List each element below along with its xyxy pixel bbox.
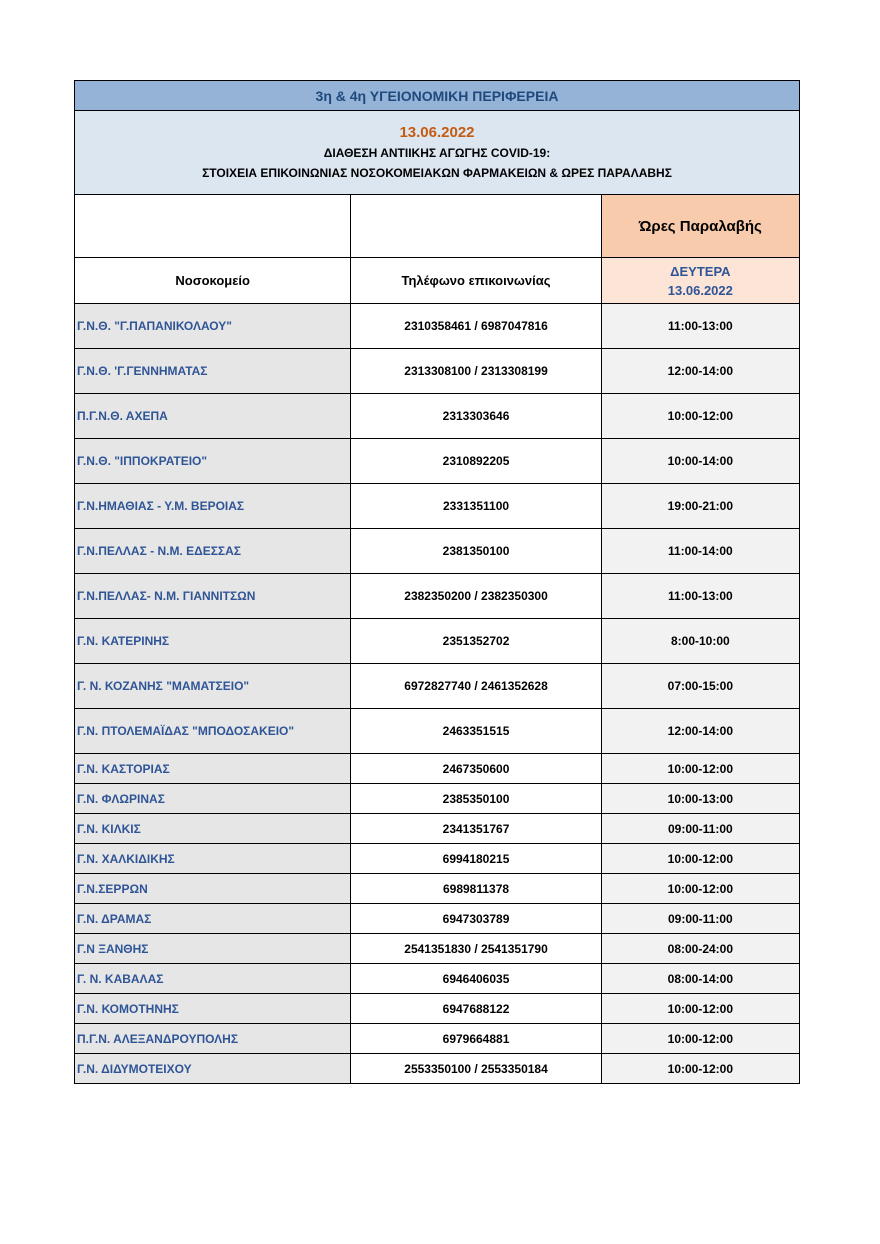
hours-cell: 08:00-24:00 (601, 934, 799, 964)
hospital-cell: Γ.Ν.ΣΕΡΡΩΝ (75, 874, 351, 904)
phone-cell: 2310358461 / 6987047816 (351, 304, 601, 349)
table-row (75, 874, 800, 904)
table-row (75, 754, 800, 784)
table-row (75, 484, 800, 529)
phone-cell: 2351352702 (351, 619, 601, 664)
report-subtitle-1: ΔΙΑΘΕΣΗ ΑΝΤΙΙΚΗΣ ΑΓΩΓΗΣ COVID-19: (323, 145, 551, 160)
table-row (75, 784, 800, 814)
table-row (75, 439, 800, 484)
day-date: 13.06.2022 (667, 282, 733, 298)
hours-cell: 10:00-12:00 (601, 844, 799, 874)
table-row (75, 529, 800, 574)
hospital-cell: Γ.Ν ΞΑΝΘΗΣ (75, 934, 351, 964)
hospital-cell: Γ.Ν. ΚΙΛΚΙΣ (75, 814, 351, 844)
hospital-cell: Γ. Ν. ΚΑΒΑΛΑΣ (75, 964, 351, 994)
table-row (75, 1024, 800, 1054)
hours-header: Ώρες Παραλαβής (601, 195, 799, 258)
table-row (75, 814, 800, 844)
hours-cell: 12:00-14:00 (601, 709, 799, 754)
table-row (75, 574, 800, 619)
table-row (75, 349, 800, 394)
region-title: 3η & 4η ΥΓΕΙΟΝΟΜΙΚΗ ΠΕΡΙΦΕΡΕΙΑ (75, 81, 800, 111)
phone-cell: 2313303646 (351, 394, 601, 439)
hospital-cell: Γ.Ν.Θ. "Γ.ΠΑΠΑΝΙΚΟΛΑΟΥ" (75, 304, 351, 349)
table-row (75, 994, 800, 1024)
blank-cell (75, 195, 351, 258)
hospital-cell: Γ.Ν. ΔΙΔΥΜΟΤΕΙΧΟΥ (75, 1054, 351, 1084)
phone-cell: 2467350600 (351, 754, 601, 784)
hours-cell: 10:00-12:00 (601, 754, 799, 784)
hospital-cell: Γ.Ν. ΠΤΟΛΕΜΑΪΔΑΣ "ΜΠΟΔΟΣΑΚΕΙΟ" (75, 709, 351, 754)
phone-cell: 2341351767 (351, 814, 601, 844)
info-block (75, 111, 800, 195)
column-header-phone: Τηλέφωνο επικοινωνίας (351, 258, 601, 304)
hospital-cell: Γ.Ν.ΠΕΛΛΑΣ - Ν.Μ. ΕΔΕΣΣΑΣ (75, 529, 351, 574)
phone-cell: 6972827740 / 2461352628 (351, 664, 601, 709)
phone-cell: 2385350100 (351, 784, 601, 814)
hours-cell: 11:00-13:00 (601, 574, 799, 619)
info-row (75, 111, 800, 195)
column-header-day (601, 258, 799, 304)
phone-cell: 6994180215 (351, 844, 601, 874)
phone-cell: 2382350200 / 2382350300 (351, 574, 601, 619)
blank-cell (351, 195, 601, 258)
hospital-cell: Γ.Ν. ΔΡΑΜΑΣ (75, 904, 351, 934)
hours-cell: 10:00-12:00 (601, 994, 799, 1024)
hours-cell: 09:00-11:00 (601, 904, 799, 934)
phone-cell: 2541351830 / 2541351790 (351, 934, 601, 964)
hours-cell: 07:00-15:00 (601, 664, 799, 709)
phone-cell: 6947303789 (351, 904, 601, 934)
phone-cell: 2553350100 / 2553350184 (351, 1054, 601, 1084)
phone-cell: 6946406035 (351, 964, 601, 994)
hospital-cell: Γ.Ν.ΠΕΛΛΑΣ- Ν.Μ. ΓΙΑΝΝΙΤΣΩΝ (75, 574, 351, 619)
hospital-cell: Γ. Ν. ΚΟΖΑΝΗΣ "ΜΑΜΑΤΣΕΙΟ" (75, 664, 351, 709)
hours-cell: 12:00-14:00 (601, 349, 799, 394)
phone-cell: 2331351100 (351, 484, 601, 529)
phone-cell: 2313308100 / 2313308199 (351, 349, 601, 394)
phone-cell: 2381350100 (351, 529, 601, 574)
phone-cell: 6947688122 (351, 994, 601, 1024)
region-title-row (75, 81, 800, 111)
table-row (75, 304, 800, 349)
hospital-cell: Γ.Ν.Θ. "ΙΠΠΟΚΡΑΤΕΙΟ" (75, 439, 351, 484)
phone-cell: 6989811378 (351, 874, 601, 904)
hospital-cell: Γ.Ν.ΗΜΑΘΙΑΣ - Υ.Μ. ΒΕΡΟΙΑΣ (75, 484, 351, 529)
hours-cell: 11:00-14:00 (601, 529, 799, 574)
hospital-cell: Γ.Ν. ΚΟΜΟΤΗΝΗΣ (75, 994, 351, 1024)
hours-cell: 10:00-12:00 (601, 1054, 799, 1084)
table-row (75, 844, 800, 874)
hours-cell: 10:00-14:00 (601, 439, 799, 484)
phone-cell: 2310892205 (351, 439, 601, 484)
column-header-hospital: Νοσοκομείο (75, 258, 351, 304)
hospital-cell: Γ.Ν. ΦΛΩΡΙΝΑΣ (75, 784, 351, 814)
hospital-cell: Γ.Ν. ΚΑΣΤΟΡΙΑΣ (75, 754, 351, 784)
phone-cell: 2463351515 (351, 709, 601, 754)
hospital-cell: Γ.Ν. ΚΑΤΕΡΙΝΗΣ (75, 619, 351, 664)
hours-cell: 8:00-10:00 (601, 619, 799, 664)
table-row (75, 904, 800, 934)
day-name: ΔΕΥΤΕΡΑ (670, 263, 731, 279)
table-row (75, 394, 800, 439)
hospital-cell: Γ.Ν. ΧΑΛΚΙΔΙΚΗΣ (75, 844, 351, 874)
hospital-cell: Π.Γ.Ν.Θ. ΑΧΕΠΑ (75, 394, 351, 439)
table-row (75, 664, 800, 709)
table-row (75, 709, 800, 754)
report-date: 13.06.2022 (399, 123, 475, 141)
hours-cell: 19:00-21:00 (601, 484, 799, 529)
hours-cell: 11:00-13:00 (601, 304, 799, 349)
hours-cell: 08:00-14:00 (601, 964, 799, 994)
table-row (75, 1054, 800, 1084)
hours-header-row (75, 195, 800, 258)
hours-cell: 10:00-12:00 (601, 1024, 799, 1054)
table-row (75, 964, 800, 994)
hours-cell: 10:00-13:00 (601, 784, 799, 814)
table-row (75, 619, 800, 664)
hours-cell: 09:00-11:00 (601, 814, 799, 844)
table-row (75, 934, 800, 964)
phone-cell: 6979664881 (351, 1024, 601, 1054)
report-subtitle-2: ΣΤΟΙΧΕΙΑ ΕΠΙΚΟΙΝΩΝΙΑΣ ΝΟΣΟΚΟΜΕΙΑΚΩΝ ΦΑΡΜΑΚΕΙΩΝ & ΩΡΕΣ ΠΑΡΑΛΑΒΗΣ (202, 165, 672, 180)
hours-cell: 10:00-12:00 (601, 874, 799, 904)
hospital-cell: Π.Γ.Ν. ΑΛΕΞΑΝΔΡΟΥΠΟΛΗΣ (75, 1024, 351, 1054)
hours-cell: 10:00-12:00 (601, 394, 799, 439)
column-header-row (75, 258, 800, 304)
hospital-cell: Γ.Ν.Θ. 'Γ.ΓΕΝΝΗΜΑΤΑΣ (75, 349, 351, 394)
pharmacy-schedule-table (74, 80, 800, 1084)
